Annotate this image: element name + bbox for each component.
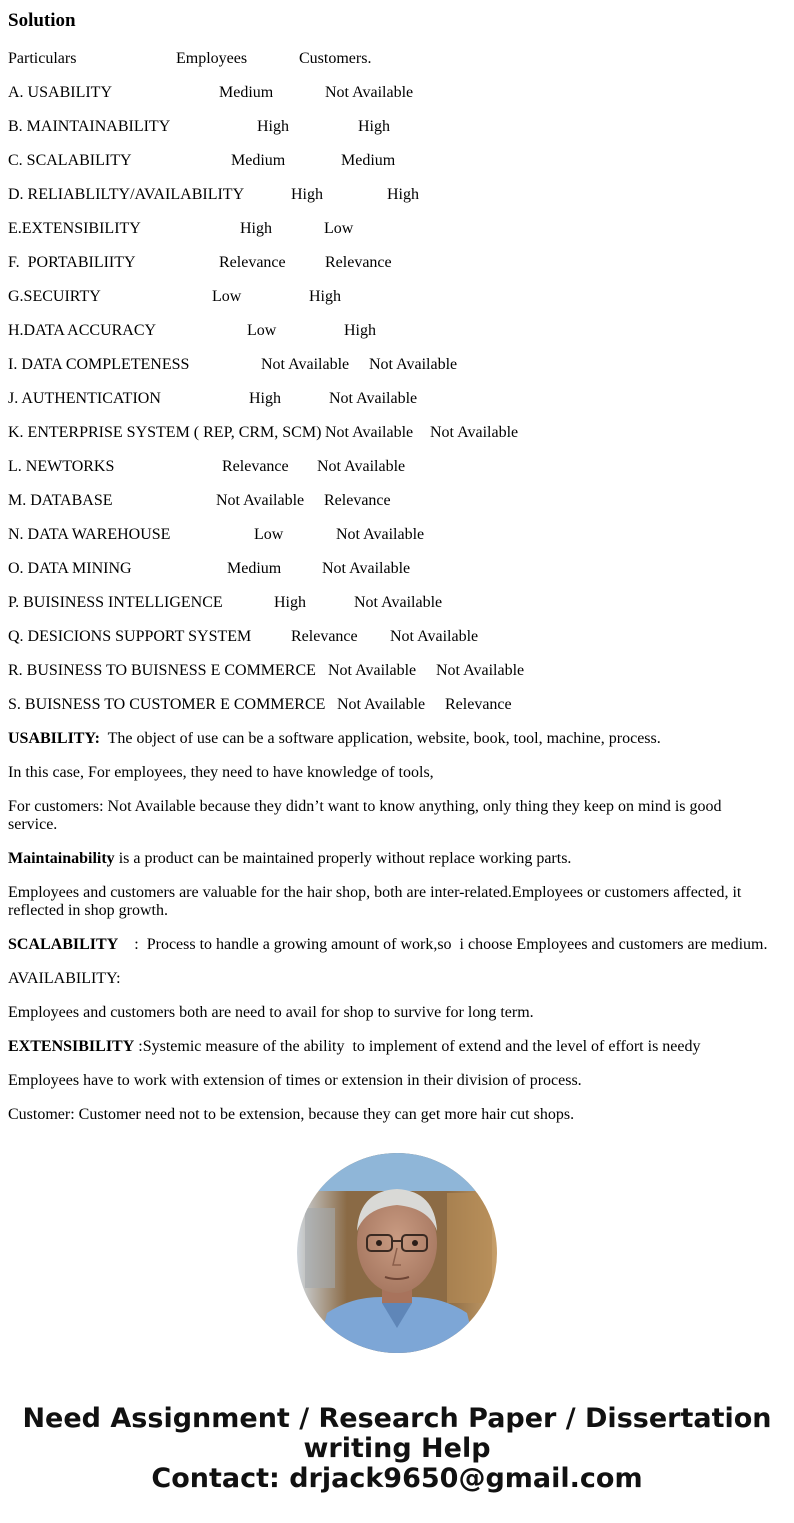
customers-service-paragraph: For customers: Not Available because they didn’t want to know anything, only thing they keep on mind is good service. — [8, 798, 722, 833]
row-employees: Low — [254, 526, 284, 543]
header-customers: Customers. — [299, 50, 372, 67]
row-customers: Not Available — [390, 628, 479, 645]
header-employees: Employees — [176, 50, 248, 67]
row-customers: Not Available — [317, 458, 406, 475]
row-particular: O. DATA MINING — [8, 560, 132, 577]
row-particular: B. MAINTAINABILITY — [8, 118, 171, 135]
scalability-text: : Process to handle a growing amount of work,so i choose Employees and customers are medium. — [118, 936, 768, 953]
row-employees: Not Available — [328, 662, 417, 679]
page-title: Solution — [8, 10, 76, 31]
row-employees: Relevance — [291, 628, 358, 645]
row-customers: Medium — [341, 152, 396, 169]
usability-paragraph — [8, 730, 778, 748]
promo-banner — [0, 1404, 794, 1494]
row-employees: Low — [247, 322, 277, 339]
row-particular: D. RELIABLILTY/AVAILABILITY — [8, 186, 245, 203]
row-employees: Not Available — [261, 356, 350, 373]
row-employees: Not Available — [325, 424, 414, 441]
row-particular: S. BUISNESS TO CUSTOMER E COMMERCE — [8, 696, 326, 713]
row-customers: High — [387, 186, 419, 203]
availability-paragraph: Employees and customers both are need to avail for shop to survive for long term. — [8, 1004, 534, 1021]
row-employees: Not Available — [337, 696, 426, 713]
row-particular: G.SECUIRTY — [8, 288, 101, 305]
employees-tools-paragraph: In this case, For employees, they need to have knowledge of tools, — [8, 764, 434, 781]
scalability-label: SCALABILITY — [8, 936, 119, 953]
customer-extension-paragraph: Customer: Customer need not to be extension, because they can get more hair cut shops. — [8, 1106, 575, 1123]
promo-contact: Contact: drjack9650@gmail.com — [151, 1463, 643, 1494]
row-customers: High — [358, 118, 390, 135]
usability-text: The object of use can be a software application, website, book, tool, machine, process. — [99, 730, 661, 747]
row-particular: A. USABILITY — [8, 84, 112, 101]
row-employees: High — [257, 118, 289, 135]
row-customers: High — [309, 288, 341, 305]
row-particular: J. AUTHENTICATION — [8, 390, 161, 407]
scalability-paragraph — [8, 936, 778, 954]
row-particular: L. NEWTORKS — [8, 458, 115, 475]
extensibility-text: :Systemic measure of the ability to implement of extend and the level of effort is needy — [134, 1038, 701, 1055]
row-particular: E.EXTENSIBILITY — [8, 220, 141, 237]
interrelated-paragraph: Employees and customers are valuable for the hair shop, both are inter-related.Employees or customers affected, it reflected in shop growth. — [8, 884, 742, 919]
maintainability-paragraph — [8, 850, 778, 868]
availability-label: AVAILABILITY: — [8, 970, 121, 987]
row-particular: M. DATABASE — [8, 492, 113, 509]
row-customers: Not Available — [325, 84, 414, 101]
row-employees: High — [249, 390, 281, 407]
row-particular: C. SCALABILITY — [8, 152, 132, 169]
extensibility-paragraph — [8, 1038, 778, 1056]
row-employees: High — [291, 186, 323, 203]
row-particular: R. BUSINESS TO BUISNESS E COMMERCE — [8, 662, 316, 679]
row-particular: N. DATA WAREHOUSE — [8, 526, 171, 543]
row-particular: I. DATA COMPLETENESS — [8, 356, 190, 373]
extensibility-label: EXTENSIBILITY — [8, 1038, 135, 1055]
row-customers: Not Available — [322, 560, 411, 577]
row-particular: H.DATA ACCURACY — [8, 322, 157, 339]
promo-line-1: Need Assignment / Research Paper / Dissertation — [22, 1403, 772, 1434]
row-customers: Not Available — [354, 594, 443, 611]
row-customers: Not Available — [329, 390, 418, 407]
row-employees: Relevance — [222, 458, 289, 475]
row-employees: Medium — [227, 560, 282, 577]
row-employees: High — [274, 594, 306, 611]
row-customers: Relevance — [445, 696, 512, 713]
promo-line-2: writing Help — [303, 1433, 491, 1464]
row-employees: Relevance — [219, 254, 286, 271]
avatar — [297, 1153, 497, 1353]
maintainability-label: Maintainability — [8, 850, 115, 867]
row-customers: Relevance — [325, 254, 392, 271]
usability-label: USABILITY: — [8, 730, 100, 747]
maintainability-text: is a product can be maintained properly without replace working parts. — [114, 850, 572, 867]
row-customers: Not Available — [436, 662, 525, 679]
row-particular: K. ENTERPRISE SYSTEM ( REP, CRM, SCM) — [8, 424, 322, 441]
row-customers: Not Available — [430, 424, 519, 441]
row-customers: Not Available — [336, 526, 425, 543]
row-customers: Relevance — [324, 492, 391, 509]
avatar-portrait-image — [297, 1153, 497, 1353]
row-customers: Low — [324, 220, 354, 237]
employees-extension-paragraph: Employees have to work with extension of times or extension in their division of process. — [8, 1072, 582, 1089]
row-particular: P. BUISINESS INTELLIGENCE — [8, 594, 223, 611]
header-particulars: Particulars — [8, 50, 77, 67]
row-particular: F. PORTABILIITY — [8, 254, 136, 271]
row-employees: Not Available — [216, 492, 305, 509]
row-customers: Not Available — [369, 356, 458, 373]
row-employees: Medium — [231, 152, 286, 169]
row-particular: Q. DESICIONS SUPPORT SYSTEM — [8, 628, 252, 645]
row-employees: Medium — [219, 84, 274, 101]
row-customers: High — [344, 322, 376, 339]
row-employees: High — [240, 220, 272, 237]
row-employees: Low — [212, 288, 242, 305]
